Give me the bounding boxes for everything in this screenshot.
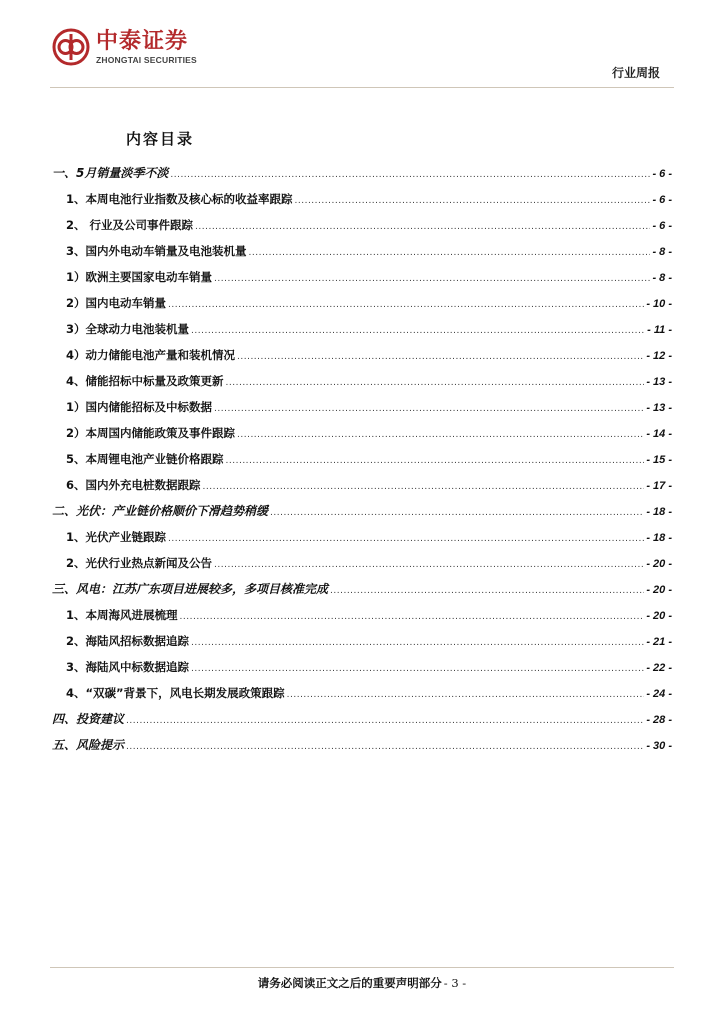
toc-dot-leader (237, 423, 644, 445)
toc-entry[interactable] (52, 527, 672, 553)
toc-entry-page: - 22 - (646, 662, 672, 674)
toc-entry[interactable] (52, 241, 672, 267)
toc-entry[interactable] (52, 371, 672, 397)
toc-entry-page: - 30 - (646, 740, 672, 752)
toc-entry-text: 1）欧洲主要国家电动车销量 (66, 270, 213, 284)
toc-entry-text: 四、投资建议 (52, 712, 125, 726)
toc-entry[interactable] (52, 605, 672, 631)
toc-entry-text: 1）国内储能招标及中标数据 (66, 400, 213, 414)
toc-entry-page: - 8 - (652, 272, 672, 284)
toc-dot-leader (191, 657, 644, 679)
toc-entry[interactable] (52, 319, 672, 345)
toc-entry[interactable] (52, 631, 672, 657)
toc-dot-leader (168, 293, 644, 315)
toc-entry-text: 3、海陆风中标数据追踪 (66, 660, 190, 674)
toc-entry-page: - 12 - (646, 350, 672, 362)
toc-entry-text: 3）全球动力电池装机量 (66, 322, 190, 336)
toc-dot-leader (195, 215, 650, 237)
toc-entry-page: - 18 - (646, 506, 672, 518)
toc-entry-page: - 28 - (646, 714, 672, 726)
toc-entry-page: - 21 - (646, 636, 672, 648)
disclaimer-notice: 请务必阅读正文之后的重要声明部分 (257, 976, 442, 990)
toc-entry-page: - 24 - (646, 688, 672, 700)
toc-entry-text: 4）动力储能电池产量和装机情况 (66, 348, 235, 362)
toc-entry-text: 5、本周锂电池产业链价格跟踪 (66, 452, 224, 466)
toc-entry-page: - 6 - (652, 220, 672, 232)
toc-entry-page: - 20 - (646, 558, 672, 570)
toc-dot-leader (270, 501, 644, 523)
logo-chinese-name: 中泰证券 (96, 28, 189, 54)
toc-dot-leader (214, 553, 644, 575)
page-footer (0, 975, 724, 991)
toc-entry-page: - 13 - (646, 376, 672, 388)
footer-divider (50, 967, 674, 968)
logo-english-name: ZHONGTAI SECURITIES (96, 54, 197, 65)
toc-entry[interactable] (52, 345, 672, 371)
toc-entry-page: - 15 - (646, 454, 672, 466)
report-type-label: 行业周报 (611, 66, 660, 80)
toc-entry[interactable] (52, 683, 672, 709)
toc-entry[interactable] (52, 579, 672, 605)
toc-dot-leader (295, 189, 651, 211)
toc-entry[interactable] (52, 423, 672, 449)
toc-entry-page: - 6 - (652, 168, 672, 180)
toc-entry-page: - 6 - (652, 194, 672, 206)
toc-entry-text: 1、本周海风进展梳理 (66, 608, 178, 622)
toc-entry-text: 1、光伏产业链跟踪 (66, 530, 167, 544)
toc-entry[interactable] (52, 293, 672, 319)
toc-dot-leader (126, 709, 644, 731)
toc-entry[interactable] (52, 449, 672, 475)
toc-entry[interactable] (52, 657, 672, 683)
toc-entry-text: 二、光伏：产业链价格顺价下滑趋势稍缓 (52, 504, 269, 518)
toc-entry[interactable] (52, 501, 672, 527)
toc-entry[interactable] (52, 553, 672, 579)
toc-entry-page: - 14 - (646, 428, 672, 440)
toc-entry[interactable] (52, 475, 672, 501)
toc-entry-page: - 11 - (647, 324, 672, 336)
toc-entry-page: - 13 - (646, 402, 672, 414)
toc-dot-leader (168, 527, 644, 549)
toc-entry[interactable] (52, 189, 672, 215)
header-divider (50, 87, 674, 88)
toc-entry-text: 2、光伏行业热点新闻及公告 (66, 556, 213, 570)
toc-entry-page: - 20 - (646, 584, 672, 596)
toc-entry[interactable] (52, 709, 672, 735)
toc-dot-leader (287, 683, 645, 705)
toc-entry-page: - 17 - (646, 480, 672, 492)
toc-entry-text: 2）国内电动车销量 (66, 296, 167, 310)
toc-dot-leader (226, 371, 645, 393)
toc-entry-text: 1、本周电池行业指数及核心标的收益率跟踪 (66, 192, 293, 206)
zhongtai-logo-icon (52, 28, 90, 66)
toc-entry-text: 2、 行业及公司事件跟踪 (66, 218, 194, 232)
toc-entry-text: 2）本周国内储能政策及事件跟踪 (66, 426, 235, 440)
toc-dot-leader (237, 345, 644, 367)
toc-entry-text: 4、“双碳”背景下，风电长期发展政策跟踪 (66, 686, 285, 700)
toc-dot-leader (191, 319, 645, 341)
toc-dot-leader (126, 735, 644, 757)
toc-entry-text: 2、海陆风招标数据追踪 (66, 634, 190, 648)
toc-dot-leader (249, 241, 651, 263)
toc-entry[interactable] (52, 267, 672, 293)
toc-dot-leader (180, 605, 645, 627)
toc-entry-page: - 20 - (646, 610, 672, 622)
toc-dot-leader (203, 475, 645, 497)
toc-dot-leader (226, 449, 645, 471)
table-of-contents (52, 163, 672, 761)
toc-entry[interactable] (52, 397, 672, 423)
toc-dot-leader (214, 397, 644, 419)
toc-entry[interactable] (52, 163, 672, 189)
toc-entry[interactable] (52, 735, 672, 761)
toc-entry-text: 6、国内外充电桩数据跟踪 (66, 478, 201, 492)
toc-title: 内容目录 (126, 130, 195, 148)
toc-entry-page: - 18 - (646, 532, 672, 544)
toc-entry-page: - 10 - (646, 298, 672, 310)
toc-entry-text: 一、5月销量淡季不淡 (52, 166, 169, 180)
page-number: - 3 - (443, 976, 467, 990)
toc-entry-text: 三、风电：江苏广东项目进展较多，多项目核准完成 (52, 582, 329, 596)
toc-entry-page: - 8 - (652, 246, 672, 258)
toc-dot-leader (191, 631, 644, 653)
toc-entry[interactable] (52, 215, 672, 241)
toc-dot-leader (170, 163, 650, 185)
toc-dot-leader (330, 579, 644, 601)
company-logo (52, 28, 197, 66)
toc-entry-text: 五、风险提示 (52, 738, 125, 752)
toc-entry-text: 3、国内外电动车销量及电池装机量 (66, 244, 247, 258)
toc-dot-leader (214, 267, 650, 289)
toc-entry-text: 4、储能招标中标量及政策更新 (66, 374, 224, 388)
